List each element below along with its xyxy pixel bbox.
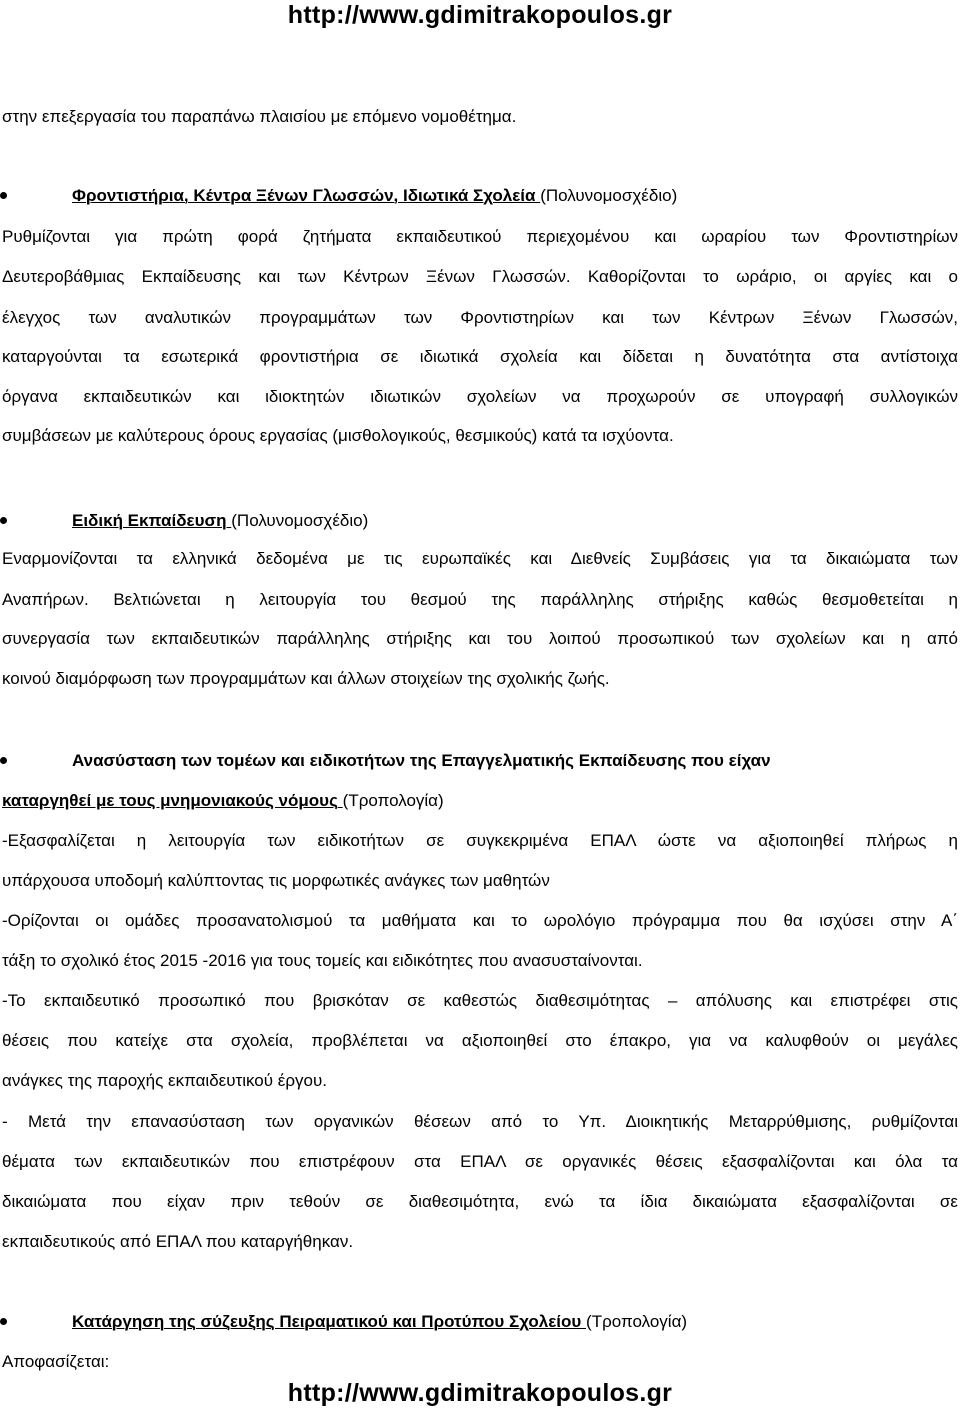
bullet-icon	[0, 517, 7, 524]
section-title-note: (Τροπολογία)	[342, 791, 444, 810]
paragraph-line: -Ορίζονται οι ομάδες προσανατολισμού τα μαθήματα και το ωρολόγιο πρόγραμμα που θα ισχύσει στην Α΄	[2, 911, 958, 930]
paragraph-line: τάξη το σχολικό έτος 2015 -2016 για τους τομείς και ειδικότητες που ανασυσταίνονται.	[2, 951, 643, 970]
paragraph-line: ανάγκες της παροχής εκπαιδευτικού έργου.	[2, 1071, 328, 1090]
section-heading-experimental-schools	[72, 1311, 687, 1333]
paragraph-line: όργανα εκπαιδευτικών και ιδιοκτητών ιδιωτικών σχολείων να προχωρούν σε υπογραφή συλλογικών	[2, 387, 958, 406]
paragraph-line: κοινού διαμόρφωση των προγραμμάτων και άλλων στοιχείων της σχολικής ζωής.	[2, 669, 610, 688]
paragraph-line: Αποφασίζεται:	[2, 1352, 110, 1371]
paragraph-line: δικαιώματα που είχαν πριν τεθούν σε διαθεσιμότητα, ενώ τα ίδια δικαιώματα εξασφαλίζονται σε	[2, 1192, 958, 1211]
section-title: Ειδική Εκπαίδευση	[72, 511, 227, 530]
section-title: Φροντιστήρια, Κέντρα Ξένων Γλωσσών, Ιδιωτικά Σχολεία	[72, 186, 536, 205]
paragraph-line: Δευτεροβάθμιας Εκπαίδευσης και των Κέντρων Ξένων Γλωσσών. Καθορίζονται το ωράριο, οι αργίες και ο	[2, 267, 958, 286]
section-heading-vocational	[72, 750, 771, 772]
section-heading-vocational-cont	[2, 790, 444, 812]
footer-url[interactable]: http://www.gdimitrakopoulos.gr	[287, 1379, 673, 1407]
section-title-line2: καταργηθεί με τους μνημονιακούς νόμους	[2, 791, 338, 810]
paragraph-line: εκπαιδευτικούς από ΕΠΑΛ που καταργήθηκαν.	[2, 1232, 354, 1251]
section-heading-special-education	[72, 510, 368, 532]
paragraph-line: Αναπήρων. Βελτιώνεται η λειτουργία του θεσμού της παράλληλης στήριξης καθώς θεσμοθετείται η	[2, 590, 958, 609]
intro-line: στην επεξεργασία του παραπάνω πλαισίου με επόμενο νομοθέτημα.	[2, 107, 517, 126]
paragraph-line: συμβάσεων με καλύτερους όρους εργασίας (μισθολογικούς, θεσμικούς) κατά τα ισχύοντα.	[2, 426, 674, 445]
paragraph-line: θέματα των εκπαιδευτικών που επιστρέφουν στα ΕΠΑΛ σε οργανικές θέσεις εξασφαλίζονται και όλα τα	[2, 1152, 958, 1171]
section-title-note: (Πολυνομοσχέδιο)	[540, 186, 678, 205]
paragraph-line: θέσεις που κατείχε στα σχολεία, προβλέπεται να αξιοποιηθεί στο έπακρο, για να καλυφθούν οι μεγάλες	[2, 1031, 958, 1050]
paragraph-line: έλεγχος των αναλυτικών προγραμμάτων των Φροντιστηρίων και των Κέντρων Ξένων Γλωσσών,	[2, 308, 958, 327]
section-title: Κατάργηση της σύζευξης Πειραματικού και Προτύπου Σχολείου	[72, 1312, 582, 1331]
bullet-icon	[0, 757, 7, 764]
section-heading-private-tutoring	[72, 185, 677, 207]
paragraph-line: -Το εκπαιδευτικό προσωπικό που βρισκόταν σε καθεστώς διαθεσιμότητας – απόλυσης και επιστρέφει στις	[2, 991, 958, 1010]
bullet-icon	[0, 1318, 7, 1325]
paragraph-line: συνεργασία των εκπαιδευτικών παράλληλης στήριξης και του λοιπού προσωπικού των σχολείων και η από	[2, 629, 958, 648]
bullet-icon	[0, 192, 7, 199]
header-url[interactable]: http://www.gdimitrakopoulos.gr	[287, 1, 673, 29]
paragraph-line: Εναρμονίζονται τα ελληνικά δεδομένα με τις ευρωπαϊκές και Διεθνείς Συμβάσεις για τα δικαιώματα των	[2, 549, 958, 568]
section-title-line1: Ανασύσταση των τομέων και ειδικοτήτων της Επαγγελματικής Εκπαίδευσης που είχαν	[72, 751, 771, 770]
paragraph-line: -Εξασφαλίζεται η λειτουργία των ειδικοτήτων σε συγκεκριμένα ΕΠΑΛ ώστε να αξιοποιηθεί πλήρως η	[2, 831, 958, 850]
section-title-note: (Τροπολογία)	[586, 1312, 688, 1331]
paragraph-line: Ρυθμίζονται για πρώτη φορά ζητήματα εκπαιδευτικού περιεχομένου και ωραρίου των Φροντιστηρίων	[2, 227, 958, 246]
section-title-note: (Πολυνομοσχέδιο)	[231, 511, 369, 530]
paragraph-line: καταργούνται τα εσωτερικά φροντιστήρια σε ιδιωτικά σχολεία και δίδεται η δυνατότητα στα αντίστοιχα	[2, 347, 958, 366]
paragraph-line: υπάρχουσα υποδομή καλύπτοντας τις μορφωτικές ανάγκες των μαθητών	[2, 871, 550, 890]
paragraph-line: - Μετά την επανασύσταση των οργανικών θέσεων από το Υπ. Διοικητικής Μεταρρύθμισης, ρυθμίζονται	[2, 1112, 958, 1131]
